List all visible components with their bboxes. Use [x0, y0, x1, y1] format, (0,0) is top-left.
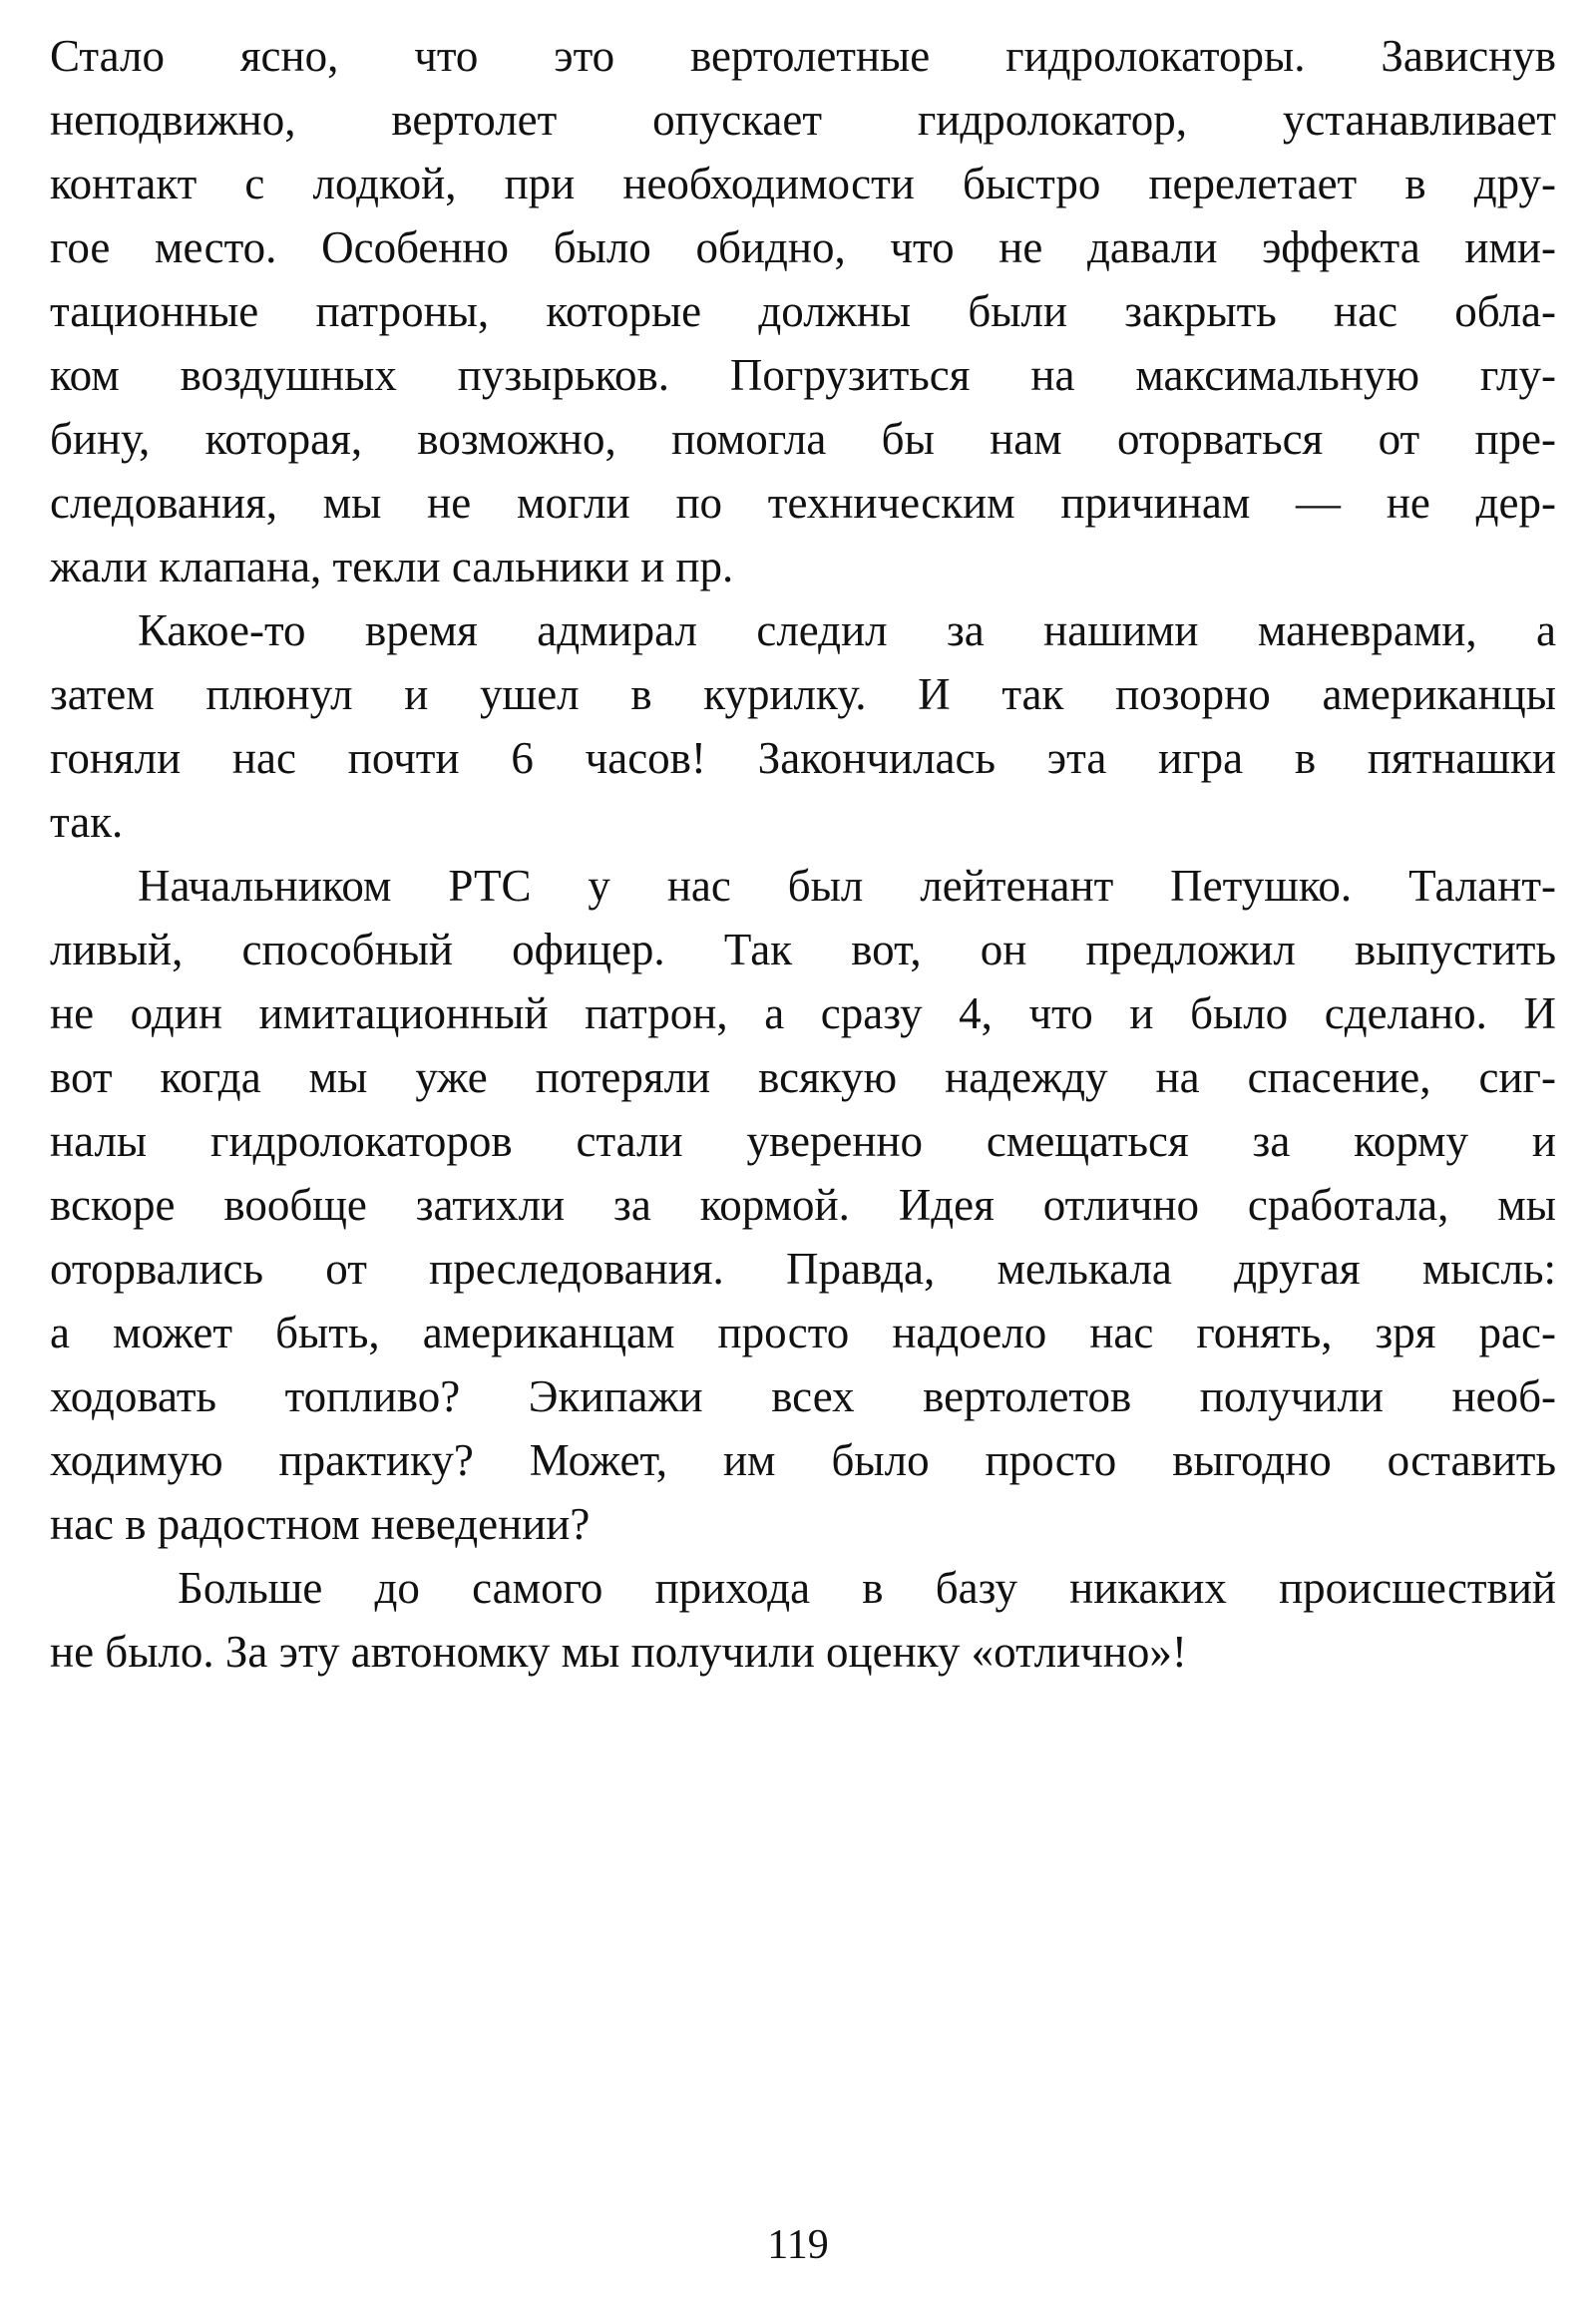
text-line: так. — [50, 797, 124, 847]
text-line: вскоре вообще затихли за кормой. Идея отлично сработала, мы — [50, 1180, 1556, 1230]
text-line: контакт с лодкой, при необходимости быстро перелетает в дру- — [50, 159, 1556, 208]
text-line: вот когда мы уже потеряли всякую надежду на спасение, сиг- — [50, 1052, 1556, 1102]
paragraph-start-line: Начальником РТС у нас был лейтенант Петушко. Талант- — [138, 861, 1556, 911]
text-line: Стало ясно, что это вертолетные гидролокаторы. Зависнув — [50, 31, 1556, 81]
text-line: бину, которая, возможно, помогла бы нам оторваться от пре- — [50, 414, 1556, 464]
paragraph-start-line: Какое-то время адмирал следил за нашими маневрами, а — [138, 605, 1556, 655]
text-line: оторвались от преследования. Правда, мелькала другая мысль: — [50, 1244, 1556, 1294]
text-line: ком воздушных пузырьков. Погрузиться на максимальную глу- — [50, 350, 1556, 400]
text-line: ходимую практику? Может, им было просто выгодно оставить — [50, 1435, 1556, 1485]
text-line: нас в радостном неведении? — [50, 1499, 591, 1549]
text-line: жали клапана, текли сальники и пр. — [50, 542, 734, 591]
text-line: ливый, способный офицер. Так вот, он предложил выпустить — [50, 925, 1556, 974]
text-line: неподвижно, вертолет опускает гидролокатор, устанавливает — [50, 95, 1556, 145]
text-line: гоняли нас почти 6 часов! Закончилась эта игра в пятнашки — [50, 733, 1556, 783]
text-line: гое место. Особенно было обидно, что не давали эффекта ими- — [50, 222, 1556, 272]
body-text — [50, 24, 1556, 1684]
text-line: не было. За эту автономку мы получили оценку «отлично»! — [50, 1627, 1187, 1677]
text-line: а может быть, американцам просто надоело нас гонять, зря рас- — [50, 1308, 1556, 1357]
page-number: 119 — [767, 2222, 829, 2268]
text-line: следования, мы не могли по техническим причинам — не дер- — [50, 478, 1556, 528]
text-line: затем плюнул и ушел в курилку. И так позорно американцы — [50, 669, 1556, 719]
text-line: не один имитационный патрон, а сразу 4, что и было сделано. И — [50, 988, 1556, 1038]
text-line: ходовать топливо? Экипажи всех вертолетов получили необ- — [50, 1371, 1556, 1421]
paragraph-start-line: Больше до самого прихода в базу никаких происшествий — [178, 1563, 1556, 1613]
text-line: налы гидролокаторов стали уверенно смещаться за корму и — [50, 1116, 1556, 1166]
text-line: тационные патроны, которые должны были закрыть нас обла- — [50, 286, 1556, 336]
